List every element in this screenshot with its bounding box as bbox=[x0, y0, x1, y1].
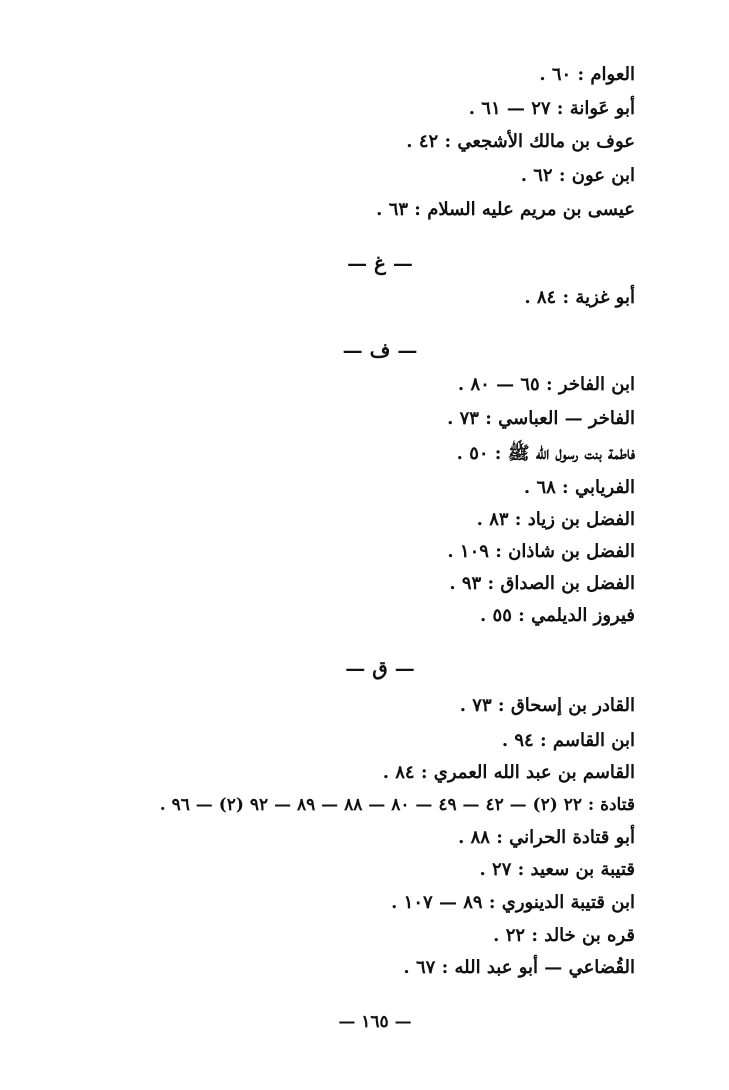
index-entry: أبو عَوانة : ٢٧ — ٦١ . bbox=[468, 98, 635, 119]
index-entry: الفريابي : ٦٨ . bbox=[523, 477, 635, 498]
index-entry: عوف بن مالك الأشجعي : ٤٢ . bbox=[406, 131, 635, 152]
index-entry: فاطمة بنت رسول الله ﷺ : ٥٠ . bbox=[456, 443, 635, 464]
index-entry: ابن قتيبة الدينوري : ٨٩ — ١٠٧ . bbox=[391, 892, 635, 913]
index-entry: أبو غزية : ٨٤ . bbox=[524, 287, 635, 308]
index-entry: الفاخر — العباسي : ٧٣ . bbox=[447, 408, 635, 429]
index-entry: الفضل بن الصداق : ٩٣ . bbox=[449, 573, 635, 594]
index-entry: ابن القاسم : ٩٤ . bbox=[501, 730, 635, 751]
section-heading-ghain: — غ — bbox=[347, 251, 413, 275]
index-entry: القاسم بن عبد الله العمري : ٨٤ . bbox=[382, 762, 635, 783]
index-entry: ابن الفاخر : ٦٥ — ٨٠ . bbox=[457, 374, 635, 395]
index-entry: ابن عون : ٦٢ . bbox=[520, 165, 635, 186]
index-entry: العوام : ٦٠ . bbox=[539, 64, 635, 85]
index-entry: القُضاعي — أبو عبد الله : ٦٧ . bbox=[403, 957, 635, 978]
page-number: — ١٦٥ — bbox=[338, 1012, 412, 1032]
index-entry: قتيبة بن سعيد : ٢٧ . bbox=[479, 859, 635, 880]
index-entry: الفضل بن شاذان : ١٠٩ . bbox=[447, 541, 635, 562]
index-entry: قتادة : ٢٢ (٢) — ٤٢ — ٤٩ — ٨٠ — ٨٨ — ٨٩ — ٩٢ (٢) — ٩٦ . bbox=[159, 795, 635, 815]
section-heading-qaf: — ق — bbox=[345, 656, 415, 680]
index-entry: الفضل بن زياد : ٨٣ . bbox=[476, 509, 635, 530]
index-entry: قره بن خالد : ٢٢ . bbox=[493, 925, 635, 946]
index-entry: فيروز الديلمي : ٥٥ . bbox=[480, 605, 635, 626]
index-entry: أبو قتادة الحراني : ٨٨ . bbox=[458, 827, 635, 848]
index-entry: عيسى بن مريم عليه السلام : ٦٣ . bbox=[376, 199, 635, 220]
index-entry: القادر بن إسحاق : ٧٣ . bbox=[459, 695, 635, 716]
section-heading-fa: — ف — bbox=[342, 338, 418, 362]
